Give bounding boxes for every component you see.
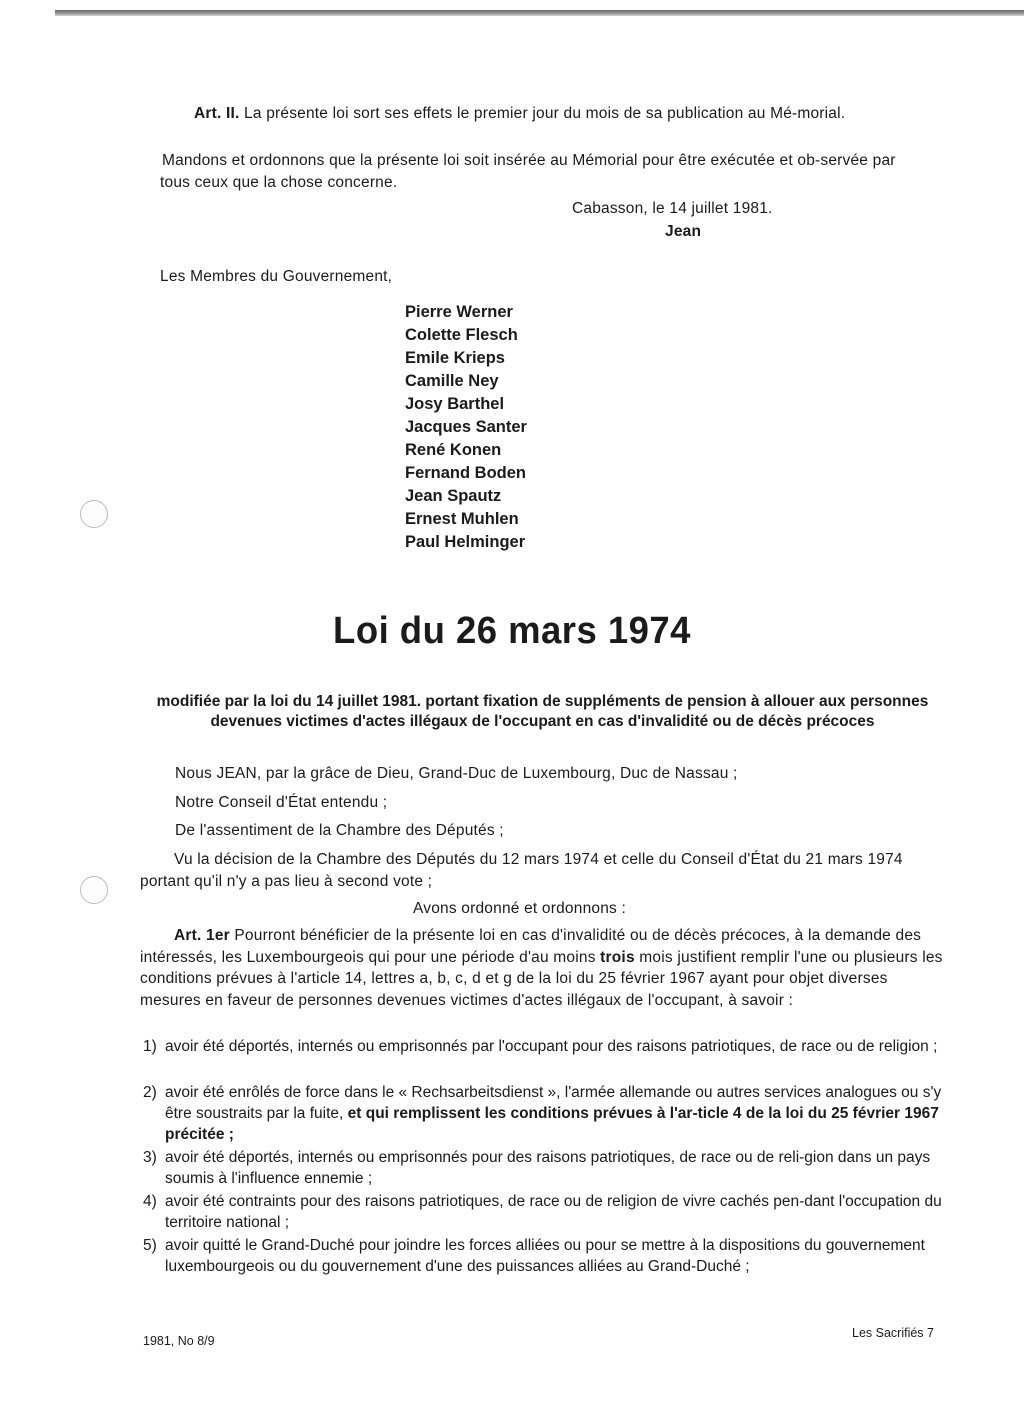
signatory: Jean (665, 223, 702, 240)
punch-hole-bottom (80, 876, 108, 904)
condition-text: avoir été déportés, internés ou emprisonnés par l'occupant pour des raisons patriotiques, de race ou de religion ; (165, 1038, 938, 1055)
condition-text: avoir quitté le Grand-Duché pour joindre les forces alliées ou pour se mettre à la dispositions du gouvernement luxembourgeois ou du gouvernement d'une des puissances alliées au Grand-Duché ; (165, 1237, 925, 1275)
condition-number: 2) (143, 1084, 157, 1101)
art1-paragraph (140, 925, 945, 1011)
condition-item (143, 1036, 943, 1057)
minister-name: Colette Flesch (405, 326, 518, 344)
footer-publication: Les Sacrifiés 7 (852, 1326, 934, 1340)
members-label: Les Membres du Gouvernement, (160, 268, 393, 285)
art1-label: Art. 1er (174, 927, 230, 944)
condition-text: avoir été déportés, internés ou emprisonnés pour des raisons patriotiques, de race ou de reli-gion dans un pays soumis à l'influence ennemie ; (165, 1149, 931, 1187)
minister-name: Camille Ney (405, 372, 499, 390)
minister-name: Fernand Boden (405, 464, 527, 482)
preamble-line: De l'assentiment de la Chambre des Députés ; (175, 822, 504, 839)
art1-text-a: Pourront bénéficier de la présente loi en cas d'invalidité ou de décès précoces, à la demande des intéressés, les Luxembourgeois qui pour une période d'au moins (140, 927, 922, 966)
minister-name: René Konen (405, 441, 502, 459)
condition-number: 4) (143, 1193, 157, 1210)
art2-text: La présente loi sort ses effets le premier jour du mois de sa publication au Mé-morial. (244, 105, 846, 122)
minister-name: Pierre Werner (405, 303, 513, 321)
minister-name: Josy Barthel (405, 395, 505, 413)
minister-name: Jacques Santer (405, 418, 527, 436)
condition-item (143, 1191, 943, 1233)
condition-bold-text: et qui remplissent les conditions prévues à l'ar-ticle 4 de la loi du 25 février 1967 précitée ; (165, 1105, 939, 1143)
preamble-line: Notre Conseil d'État entendu ; (175, 794, 388, 811)
minister-name: Emile Krieps (405, 349, 505, 367)
law-subtitle: modifiée par la loi du 14 juillet 1981. portant fixation de suppléments de pension à allouer aux personnes devenues victimes d'actes illégaux de l'occupant en cas d'invalidité ou de décès précoces (156, 693, 929, 730)
condition-text: avoir été enrôlés de force dans le « Rechsarbeitsdienst », l'armée allemande ou autres services analogues ou s'y être soustraits par la fuite, (165, 1084, 942, 1122)
footer-issue: 1981, No 8/9 (143, 1334, 215, 1348)
condition-text-wrap (143, 1082, 943, 1145)
art2-label: Art. II. (194, 105, 240, 122)
minister-name: Paul Helminger (405, 533, 526, 551)
art1-text-b: mois justifient remplir l'une ou plusieurs les conditions prévues à l'article 14, lettres a, b, c, d et g de la loi du 25 février 1967 ayant pour objet diverses mesures en faveur de personnes devenues victimes d'actes illégaux de l'occupant, à savoir : (140, 948, 943, 1009)
minister-name: Jean Spautz (405, 487, 502, 505)
punch-hole-top (80, 500, 108, 528)
condition-item (143, 1235, 943, 1277)
condition-number: 5) (143, 1237, 157, 1254)
condition-text: avoir été contraints pour des raisons patriotiques, de race ou de religion de vivre cachés pen-dant l'occupation du territoire national ; (165, 1193, 942, 1231)
condition-number: 3) (143, 1149, 157, 1166)
condition-number: 1) (143, 1038, 157, 1055)
preamble-line: Vu la décision de la Chambre des Députés du 12 mars 1974 et celle du Conseil d'État du 21 mars 1974 portant qu'il n'y a pas lieu à second vote ; (140, 851, 903, 890)
place-date: Cabasson, le 14 juillet 1981. (572, 200, 773, 217)
ordonnons-line: Avons ordonné et ordonnons : (413, 900, 626, 917)
minister-name: Ernest Muhlen (405, 510, 519, 528)
condition-item (143, 1082, 943, 1145)
art2-paragraph (160, 103, 920, 125)
law-title: Loi du 26 mars 1974 (333, 610, 691, 652)
art1-bold-word: trois (600, 948, 635, 966)
condition-item (143, 1147, 943, 1189)
mandons-paragraph: Mandons et ordonnons que la présente loi soit insérée au Mémorial pour être exécutée et ob-servée par tous ceux que la chose concerne. (160, 152, 896, 191)
preamble-line: Nous JEAN, par la grâce de Dieu, Grand-Duc de Luxembourg, Duc de Nassau ; (175, 765, 738, 782)
minister-list (405, 301, 527, 554)
